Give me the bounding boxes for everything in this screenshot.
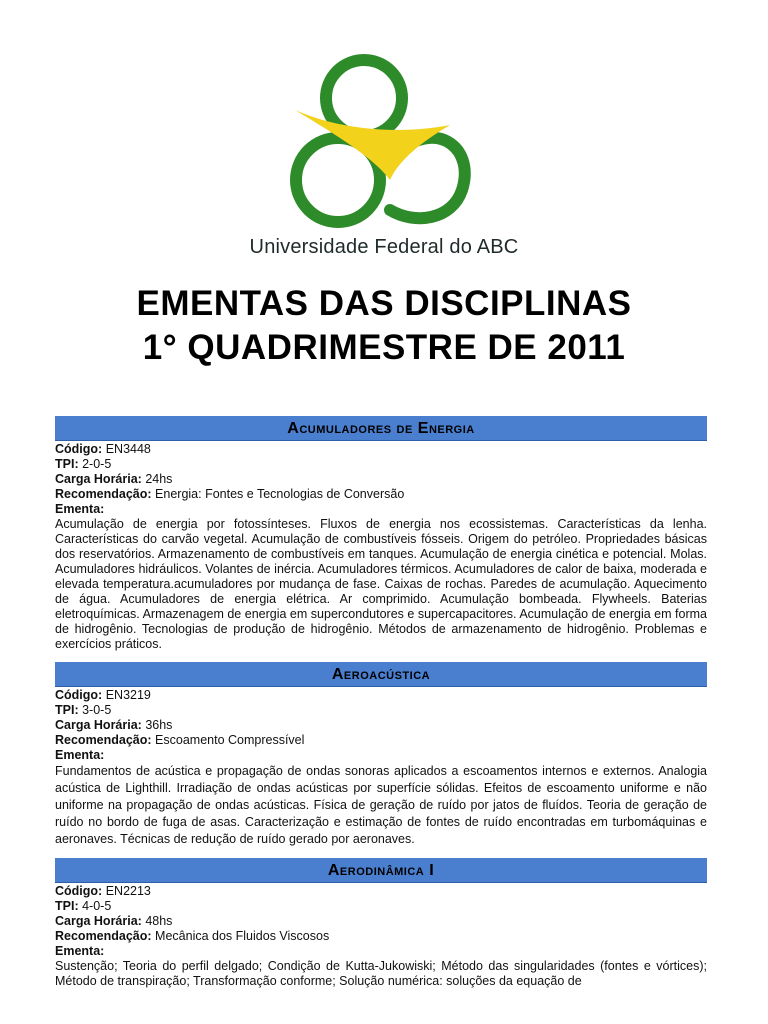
field-recomendacao: Recomendação: Mecânica dos Fluidos Viscosos	[55, 929, 330, 943]
ementa-text: Sustenção; Teoria do perfil delgado; Condição de Kutta-Jukowiski; Método das singularidades (fontes e vórtices); Método de transpiração; Transformação conforme; Solução numérica: soluções da equação de	[55, 959, 707, 988]
field-carga: Carga Horária: 48hs	[55, 914, 173, 928]
course-title: Acumuladores de Energia	[55, 416, 707, 441]
field-tpi: TPI: 4-0-5	[55, 899, 112, 913]
codigo-value: EN3448	[105, 442, 151, 456]
carga-value: 48hs	[145, 914, 173, 928]
field-carga: Carga Horária: 24hs	[55, 472, 173, 486]
course-fields	[55, 884, 707, 989]
course-title: Aerodinâmica I	[55, 858, 707, 883]
field-ementa-label: Ementa:	[55, 944, 105, 958]
field-carga: Carga Horária: 36hs	[55, 718, 173, 732]
field-tpi: TPI: 2-0-5	[55, 457, 112, 471]
ementa-text: Acumulação de energia por fotossínteses. Fluxos de energia nos ecossistemas. Características da lenha. Características do carvão vegetal. Acumulação de combustíveis fósseis. Origem do petróleo. Propriedades básicas dos reservatórios. Armazenamento de combustíveis em tanques. Acumulação de energia cinética e potencial. Molas. Acumuladores hidráulicos. Volantes de inércia. Acumuladores térmicos. Acumuladores de calor de baixa, moderada e elevada temperatura.acumuladores por mudança de fase. Caixas de rochas. Paredes de acumulação. Aquecimento de água. Acumuladores de energia elétrica. Ar comprimido. Acumulação bombeada. Flywheels. Baterias eletroquímicas. Armazenagem de energia em supercondutores e supercapacitores. Acumulação de energia em forma de hidrogênio. Tecnologias de produção de hidrogênio. Métodos de armazenamento de hidrogênio. Problemas e exercícios práticos.	[55, 517, 707, 651]
recomendacao-value: Energia: Fontes e Tecnologias de Conversão	[155, 487, 405, 501]
codigo-value: EN3219	[105, 688, 151, 702]
university-name: Universidade Federal do ABC	[249, 236, 519, 258]
field-ementa-label: Ementa:	[55, 502, 105, 516]
course-fields	[55, 688, 707, 848]
tpi-value: 4-0-5	[82, 899, 112, 913]
title-line-1: EMENTAS DAS DISCIPLINAS	[136, 284, 632, 323]
course-section	[55, 858, 707, 989]
codigo-value: EN2213	[105, 884, 151, 898]
ufabc-logo-icon	[250, 40, 490, 230]
course-fields	[55, 442, 707, 652]
field-codigo: Código: EN3448	[55, 442, 151, 456]
page-title	[0, 282, 768, 370]
recomendacao-value: Mecânica dos Fluidos Viscosos	[155, 929, 330, 943]
carga-value: 24hs	[145, 472, 173, 486]
title-line-2: 1° QUADRIMESTRE DE 2011	[142, 328, 626, 367]
field-recomendacao: Recomendação: Escoamento Compressível	[55, 733, 305, 747]
course-section	[55, 662, 707, 848]
tpi-value: 2-0-5	[82, 457, 112, 471]
ementa-text: Fundamentos de acústica e propagação de ondas sonoras aplicados a escoamentos internos e externos. Analogia acústica de Lighthill. Irradiação de ondas acústicas por superfície sólidas. Efeitos de escoamento uniforme e não uniforme na propagação de ondas acústicas. Física de geração de ruído por jatos de fluídos. Teoria de geração de ruído no bordo de fuga de asas. Caracterização e estimação de fontes de ruído encontradas em turbomáquinas e aeronaves. Técnicas de redução de ruído gerado por aeronaves.	[55, 764, 707, 846]
field-ementa-label: Ementa:	[55, 748, 105, 762]
field-codigo: Código: EN3219	[55, 688, 151, 702]
field-codigo: Código: EN2213	[55, 884, 151, 898]
tpi-value: 3-0-5	[82, 703, 112, 717]
course-title: Aeroacústica	[55, 662, 707, 687]
field-recomendacao: Recomendação: Energia: Fontes e Tecnologias de Conversão	[55, 487, 405, 501]
recomendacao-value: Escoamento Compressível	[155, 733, 305, 747]
field-tpi: TPI: 3-0-5	[55, 703, 112, 717]
carga-value: 36hs	[145, 718, 173, 732]
course-section	[55, 416, 707, 652]
